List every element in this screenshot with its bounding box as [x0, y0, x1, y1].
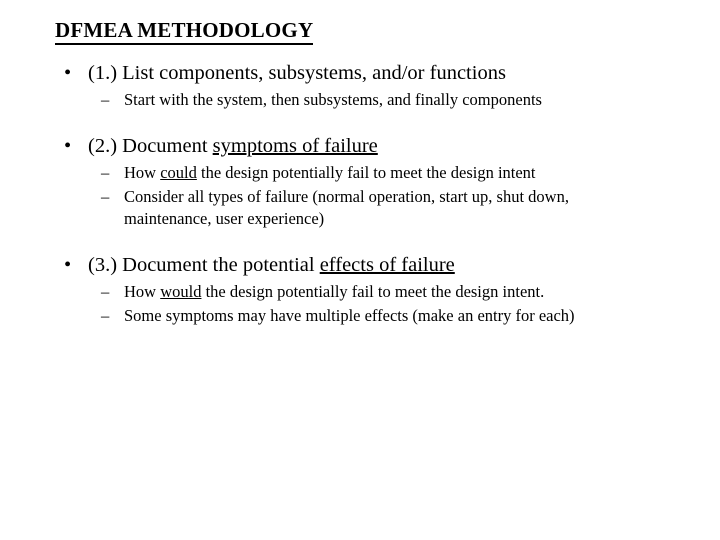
- page-title: DFMEA METHODOLOGY: [55, 18, 313, 45]
- dash-bullet-icon: –: [101, 305, 110, 325]
- bullet-dot-icon: •: [64, 134, 72, 157]
- bullet-level2-text-before: Consider all types of failure (normal operation, start up, shut down, maintenance, user experience): [124, 186, 569, 229]
- bullet-level1-text: (1.) List components, subsystems, and/or functions: [88, 62, 506, 84]
- bullet-group-2: [0, 133, 720, 231]
- dash-bullet-icon: –: [101, 186, 110, 206]
- bullet-level2-underlined: would: [160, 282, 202, 302]
- bullet-level1-underlined: effects of failure: [319, 254, 455, 277]
- bullet-level2-text-after: the design potentially fail to meet the design intent.: [201, 282, 545, 302]
- bullet-level2: [0, 305, 720, 328]
- dash-bullet-icon: –: [101, 90, 110, 110]
- bullet-dot-icon: •: [64, 254, 72, 277]
- bullet-level2-text-before: How: [124, 162, 161, 182]
- dash-bullet-icon: –: [101, 162, 110, 182]
- bullet-level2-text-before: Start with the system, then subsystems, and finally components: [124, 90, 542, 110]
- dash-bullet-icon: –: [101, 282, 110, 302]
- bullet-level2-text-after: the design potentially fail to meet the design intent: [196, 162, 536, 182]
- bullet-level2: [0, 186, 720, 232]
- bullet-level1-text: (2.) Document: [88, 134, 213, 157]
- bullet-level2: [0, 162, 720, 185]
- bullet-level1: [0, 60, 720, 87]
- bullet-level2: [0, 281, 720, 304]
- bullet-level2: [0, 89, 720, 112]
- bullet-level1-underlined: symptoms of failure: [212, 134, 378, 157]
- bullet-dot-icon: •: [64, 62, 72, 84]
- bullet-level2-text-before: Some symptoms may have multiple effects (make an entry for each): [124, 305, 575, 325]
- bullet-level1: [0, 133, 720, 160]
- bullet-level2-underlined: could: [160, 162, 197, 182]
- bullet-level1-text: (3.) Document the potential: [88, 254, 320, 277]
- bullet-group-1: [0, 60, 720, 112]
- slide-body: [0, 60, 720, 328]
- bullet-group-3: [0, 252, 720, 328]
- bullet-level2-text-before: How: [124, 282, 161, 302]
- bullet-level1: [0, 252, 720, 279]
